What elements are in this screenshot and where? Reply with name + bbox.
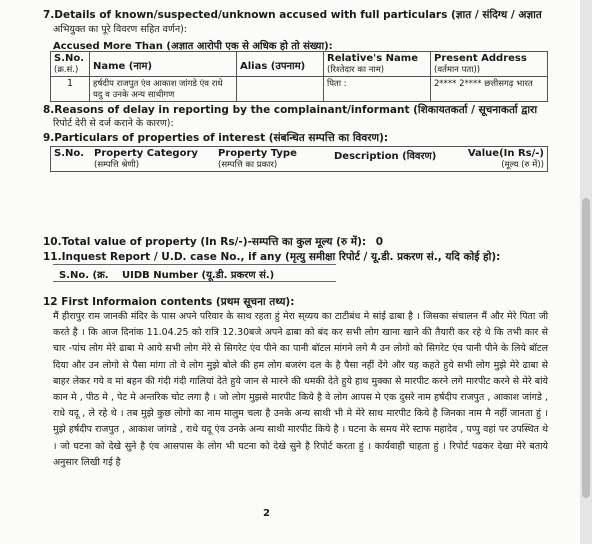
accused-table xyxy=(50,51,548,102)
section-7-title: Details of known/suspected/unknown accused with full particulars (ज्ञात / संदिग्ध / अज्ञात xyxy=(54,9,542,21)
cell-name: हर्षदीप राजपुत एंव आकाश जांगडे एंव राधे यदु व उनके अन्य साथीगण xyxy=(90,77,237,102)
section-8-title-cont: रिपोर्ट देरी से दर्ज कराने के कारण): xyxy=(53,118,174,129)
inquest-report-label: Inquest Report / U.D. case No., if any (मृत्यु समीक्षा रिपोर्ट / यू.डी. प्रकरण सं., यदि कोई हो): xyxy=(61,251,501,263)
col-sno: S.No. (क्र.सं.) xyxy=(51,52,90,77)
section-12-heading xyxy=(43,295,294,309)
cell-address: 2**** 2**** छत्तीसगढ़ भारत xyxy=(431,77,548,102)
col-prop-value: Value(In Rs/-) (मूल्य (रु में)) xyxy=(457,147,548,172)
col-prop-description: Description (विवरण) xyxy=(331,147,457,172)
cell-alias xyxy=(237,77,324,102)
table-row xyxy=(51,77,548,102)
accused-table-header xyxy=(51,52,548,77)
inquest-col-uidb: UIDB Number (यू.डी. प्रकरण सं.) xyxy=(122,270,275,281)
vertical-scrollbar[interactable] xyxy=(580,0,592,544)
col-prop-sno: S.No. xyxy=(51,147,92,172)
section-8-title: Reasons of delay in reporting by the complainant/informant (शिकायतकर्ता / सूचनाकर्ता द्वारा xyxy=(54,104,538,116)
first-information-title: First Informaion contents (प्रथम सूचना तथ्य): xyxy=(61,296,295,308)
col-prop-type: Property Type (सम्पत्ति का प्रकार) xyxy=(215,147,331,172)
page-number: 2 xyxy=(263,508,270,519)
col-relative: Relative's Name (रिश्तेदार का नाम) xyxy=(324,52,431,77)
inquest-table-top-border xyxy=(53,264,336,265)
section-9-title: Particulars of properties of interest (संबन्धित सम्पत्ति का विवरण): xyxy=(54,132,389,144)
section-10-row xyxy=(43,235,383,249)
section-9-number: 9. xyxy=(43,132,55,144)
section-12-number: 12 xyxy=(43,296,58,308)
first-information-contents: मैं हीरापुर राम जानकी मंदिर के पास अपने परिवार के साथ रहता हुं मेरा स्‌व्यय का टाटीबंध मे सांई ढाबा है । जिसका संचालन मैं और मेरे पिता जी करते है । कि आज दिनांक 11.04.25 को रात्रि 12.30बजे अपने ढाबा को बंद कर सभी लोग खाना खाने की तैयारी कर रहे थे कि तभी कार से चार -पांच लोग मेरे ढाबा मे आये सभी लोग मेरे से सिगरेट एंव पीने का पानी बॉटल मांगने लगे मै उन लोगो को सिगरेट एंव पानी पीने के लिये बॉटल दिया और उन लोगो से पैसा मांगा तो वे लोग मुझे बोले की हम लोग बजरंग दल के है पैसा नहीं देंगे और यह कहते हुये सभी लोग मुझे मेरे ढाबा से बाहर लेकर गये व मां बहन की गंदी गंदी गालियां देते हुये जान से मारने की धमकी देते हुये हाथ मुक्का से मारपीट करने लगे मारपीट करने से मेरे बांये कान मे , पीठ मे , पेट मे अन्तरिक चोट लगा है । जो लोग मुझसे मारपीट किये है वे लोग आपस मे एक दुसरे नाम हर्षदीप राजपुत , आकाश जांगडे , राधे यदू , ले रहे थे । तब मुझे कुछ लोगो का नाम मालुम चला है उनके अन्य साथी भी मे मेरे साथ मारपीट किये है जिनका नाम मै नहीं जानता हुं । मुझे हर्षदीप राजपुत , आकाश जांगडे , राधे यदू एंव उनके अन्य साथी मारपीट किये है । घटना के समय मेरे स्टाफ महादेव , पप्पु वहां पर उपस्थित थे । जो घटना को देखे सुने है एंव आसपास के लोग भी घटना को देखे सुने है रिपोर्ट करता हुं । कार्यवाही चाहता हुं । रिपोर्ट पढकर देखा मेरे बताये अनुसार लिखी गई है xyxy=(53,311,548,468)
col-address: Present Address (वर्तमान पता)) xyxy=(431,52,548,77)
inquest-table-bottom-border xyxy=(53,281,336,282)
section-11-heading xyxy=(43,250,500,264)
scrollbar-thumb[interactable] xyxy=(582,198,590,498)
section-7-number: 7. xyxy=(43,9,55,21)
col-alias: Alias (उपनाम) xyxy=(237,52,324,77)
col-name: Name (नाम) xyxy=(90,52,237,77)
section-11-number: 11. xyxy=(43,251,62,263)
section-8-number: 8. xyxy=(43,104,55,116)
total-property-value-label: Total value of property (In Rs/-)-सम्पत्ति का कुल मूल्य (रु में): xyxy=(61,236,367,248)
section-8-heading xyxy=(43,103,537,117)
col-prop-category: Property Category (सम्पत्ति श्रेणी) xyxy=(91,147,215,172)
section-10-number: 10. xyxy=(43,236,62,248)
total-property-value: 0 xyxy=(375,236,384,248)
section-7-title-cont: अभियुक्त का पूरे विवरण सहित वर्णन): xyxy=(53,24,188,35)
accused-more-than-label: Accused More Than (अज्ञात आरोपी एक से अधिक हो तो संख्या): xyxy=(53,41,333,52)
properties-table xyxy=(50,146,548,172)
section-9-heading xyxy=(43,131,388,145)
cell-relative: पिता : xyxy=(324,77,431,102)
section-7-heading xyxy=(43,8,542,22)
properties-table-header xyxy=(51,147,548,172)
cell-sno: 1 xyxy=(51,77,90,102)
inquest-col-sno: S.No. (क्र. xyxy=(59,270,109,281)
